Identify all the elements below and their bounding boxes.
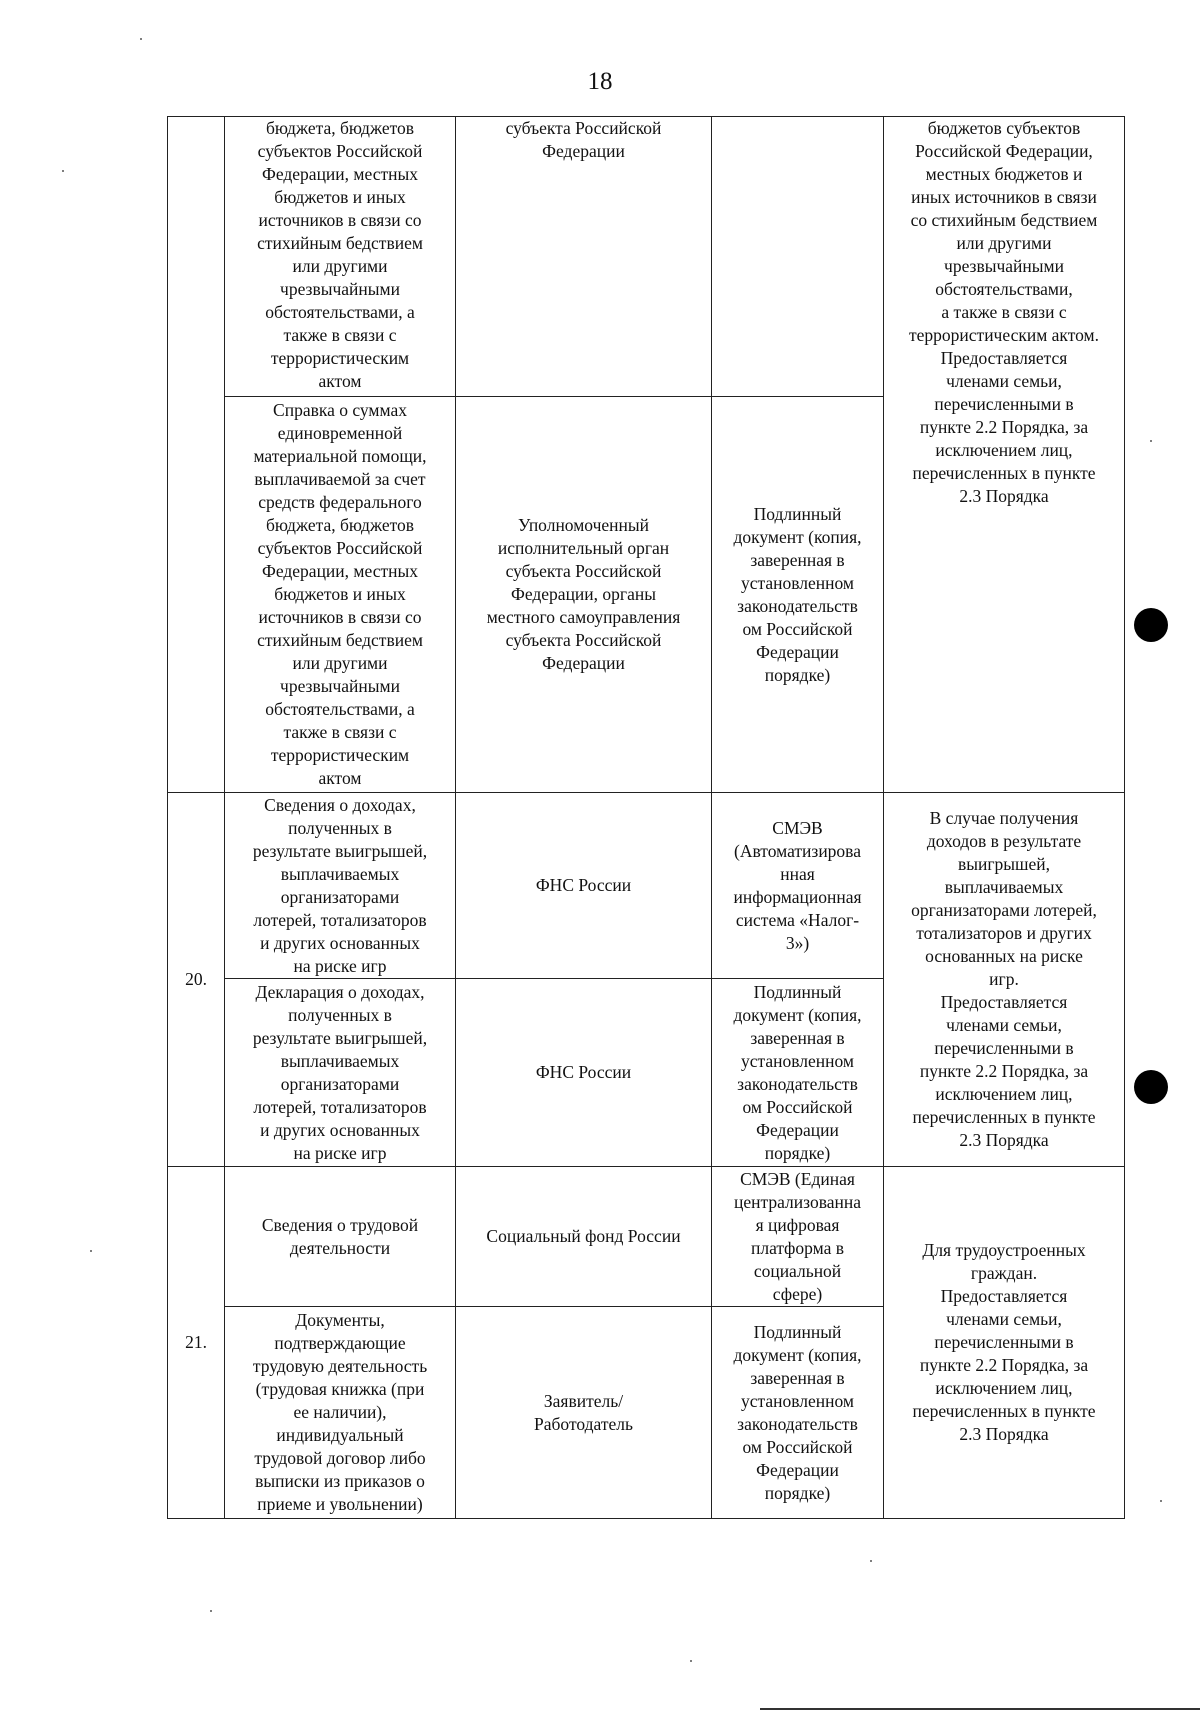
- source-cell: Социальный фонд России: [456, 1167, 712, 1307]
- form-cell: СМЭВ (Автоматизирова нная информационная система «Налог- 3»): [712, 793, 884, 979]
- note-cell: бюджетов субъектов Российской Федерации, местных бюджетов и иных источников в связи со стихийным бедствием или другими чрезвычайными обстоятельствами, а также в связи с террористическим актом. Предоставляется членами семьи, перечисленными в пункте 2.2 Порядка, за исключением лиц, перечисленных в пункте 2.3 Порядка: [884, 117, 1125, 793]
- form-cell: Подлинный документ (копия, заверенная в установленном законодательств ом Российской Федерации порядке): [712, 979, 884, 1167]
- documents-table: [167, 116, 1125, 1519]
- source-cell: ФНС России: [456, 793, 712, 979]
- document-cell: Декларация о доходах, полученных в результате выигрышей, выплачиваемых организаторами лотерей, тотализаторов и других основанных на риске игр: [225, 979, 456, 1167]
- note-cell: Для трудоустроенных граждан. Предоставляется членами семьи, перечисленными в пункте 2.2 Порядка, за исключением лиц, перечисленных в пункте 2.3 Порядка: [884, 1167, 1125, 1519]
- document-cell: Справка о суммах единовременной материальной помощи, выплачиваемой за счет средств федерального бюджета, бюджетов субъектов Российской Федерации, местных бюджетов и иных источников в связи со стихийным бедствием или другими чрезвычайными обстоятельствами, а также в связи с террористическим актом: [225, 397, 456, 793]
- row-number-cell: 20.: [168, 793, 225, 1167]
- table-row: [168, 117, 1125, 397]
- bottom-edge-line: [760, 1708, 1200, 1710]
- form-cell: Подлинный документ (копия, заверенная в установленном законодательств ом Российской Федерации порядке): [712, 397, 884, 793]
- document-cell: Сведения о трудовой деятельности: [225, 1167, 456, 1307]
- form-cell: СМЭВ (Единая централизованна я цифровая платформа в социальной сфере): [712, 1167, 884, 1307]
- scan-speck: [62, 170, 64, 172]
- source-cell: ФНС России: [456, 979, 712, 1167]
- scan-speck: [690, 1660, 692, 1662]
- scan-speck: [140, 38, 142, 40]
- page-number: 18: [587, 68, 613, 95]
- punch-hole-mark: [1134, 608, 1168, 642]
- scan-speck: [210, 1610, 212, 1612]
- source-cell: субъекта Российской Федерации: [456, 117, 712, 397]
- scan-speck: [1160, 1500, 1162, 1502]
- scan-speck: [90, 1250, 92, 1252]
- row-number-cell: 21.: [168, 1167, 225, 1519]
- scan-speck: [1150, 440, 1152, 442]
- table-row: [168, 793, 1125, 979]
- form-cell: Подлинный документ (копия, заверенная в установленном законодательств ом Российской Федерации порядке): [712, 1307, 884, 1519]
- source-cell: Заявитель/ Работодатель: [456, 1307, 712, 1519]
- table-row: [168, 1167, 1125, 1307]
- document-cell: Документы, подтверждающие трудовую деятельность (трудовая книжка (при ее наличии), индивидуальный трудовой договор либо выписки из приказов о приеме и увольнении): [225, 1307, 456, 1519]
- document-cell: Сведения о доходах, полученных в результате выигрышей, выплачиваемых организаторами лотерей, тотализаторов и других основанных на риске игр: [225, 793, 456, 979]
- punch-hole-mark: [1134, 1070, 1168, 1104]
- scan-speck: [870, 1560, 872, 1562]
- source-cell: Уполномоченный исполнительный орган субъекта Российской Федерации, органы местного самоуправления субъекта Российской Федерации: [456, 397, 712, 793]
- row-number-cell: [168, 117, 225, 793]
- document-cell: бюджета, бюджетов субъектов Российской Федерации, местных бюджетов и иных источников в связи со стихийным бедствием или другими чрезвычайными обстоятельствами, а также в связи с террористическим актом: [225, 117, 456, 397]
- note-cell: В случае получения доходов в результате выигрышей, выплачиваемых организаторами лотерей, тотализаторов и других основанных на риске игр. Предоставляется членами семьи, перечисленными в пункте 2.2 Порядка, за исключением лиц, перечисленных в пункте 2.3 Порядка: [884, 793, 1125, 1167]
- form-cell: [712, 117, 884, 397]
